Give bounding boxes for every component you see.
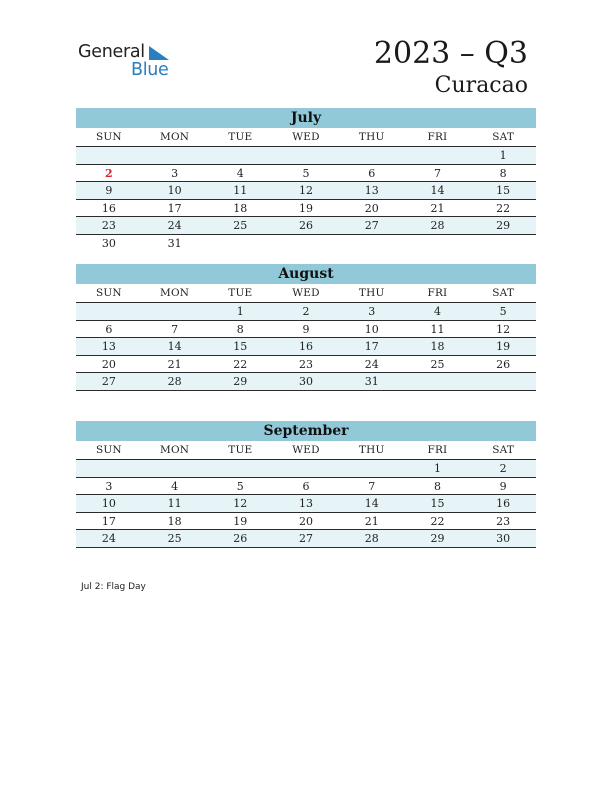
day-cell: 21	[364, 514, 379, 528]
day-cell: 26	[233, 532, 248, 545]
day-cell: 29	[430, 532, 445, 545]
day-cell: 26	[496, 357, 511, 371]
day-cell: 15	[430, 497, 445, 510]
day-cell: 11	[167, 497, 182, 510]
week-row	[76, 147, 536, 165]
day-cell: 20	[364, 201, 379, 215]
day-cell: 8	[499, 166, 507, 180]
weekday-header	[76, 284, 536, 303]
day-cell: 16	[299, 340, 314, 353]
week-row	[76, 338, 536, 356]
month-title: August	[76, 264, 536, 284]
day-cell: 15	[496, 184, 511, 197]
weekday-label: SUN	[95, 444, 122, 456]
day-cell	[339, 460, 405, 477]
day-cell: 28	[430, 219, 445, 232]
day-cell: 18	[233, 201, 248, 215]
day-cell: 12	[233, 497, 248, 510]
day-cell	[405, 147, 471, 164]
weekday-label: WED	[292, 444, 320, 456]
day-cell: 7	[433, 166, 441, 180]
day-cell: 31	[364, 375, 379, 388]
day-cell: 11	[430, 322, 445, 336]
week-row	[76, 235, 536, 252]
day-cell: 23	[496, 514, 511, 528]
day-cell: 3	[105, 479, 113, 493]
weekday-label: WED	[292, 131, 320, 143]
day-cell: 10	[364, 322, 379, 336]
day-cell	[142, 303, 208, 320]
day-cell: 3	[368, 305, 376, 318]
weekday-label: MON	[160, 131, 190, 143]
day-cell: 8	[236, 322, 244, 336]
page-title: 2023 – Q3	[373, 36, 528, 71]
day-cell: 9	[499, 479, 507, 493]
weekday-label: TUE	[228, 131, 253, 143]
day-cell: 29	[496, 219, 511, 232]
day-cell: 5	[236, 479, 244, 493]
month-september	[76, 421, 536, 548]
week-row	[76, 182, 536, 200]
day-cell: 10	[101, 497, 116, 510]
holiday-note: Jul 2: Flag Day	[81, 582, 146, 592]
day-cell: 1	[433, 462, 441, 475]
day-cell: 3	[171, 166, 179, 180]
logo-general-text: General	[78, 42, 145, 62]
day-cell: 7	[368, 479, 376, 493]
day-cell	[207, 460, 273, 477]
day-cell: 22	[430, 514, 445, 528]
day-cell: 27	[101, 375, 116, 388]
day-cell: 11	[233, 184, 248, 197]
day-cell: 4	[433, 305, 441, 318]
day-cell	[339, 147, 405, 164]
day-cell: 15	[233, 340, 248, 353]
weekday-label: TUE	[228, 287, 253, 299]
day-cell: 29	[233, 375, 248, 388]
weekday-label: THU	[358, 287, 385, 299]
week-row	[76, 303, 536, 321]
day-cell	[142, 460, 208, 477]
day-cell: 17	[101, 514, 116, 528]
day-cell: 28	[167, 375, 182, 388]
day-cell: 22	[496, 201, 511, 215]
week-row	[76, 478, 536, 496]
week-row	[76, 200, 536, 218]
month-july	[76, 108, 536, 251]
week-row	[76, 530, 536, 548]
day-cell: 14	[430, 184, 445, 197]
day-cell: 7	[171, 322, 179, 336]
day-cell	[273, 235, 339, 252]
week-row	[76, 321, 536, 339]
day-cell: 2	[499, 462, 507, 475]
weekday-label: WED	[292, 287, 320, 299]
weekday-label: SAT	[492, 287, 515, 299]
day-cell	[76, 460, 142, 477]
day-cell: 27	[299, 532, 314, 545]
month-august	[76, 264, 536, 391]
day-cell	[405, 373, 471, 390]
day-cell: 9	[105, 184, 113, 197]
weekday-label: TUE	[228, 444, 253, 456]
week-row	[76, 165, 536, 183]
month-title: July	[76, 108, 536, 128]
week-row	[76, 460, 536, 478]
day-cell	[273, 460, 339, 477]
weekday-label: SUN	[95, 287, 122, 299]
day-cell: 25	[167, 532, 182, 545]
day-cell: 14	[364, 497, 379, 510]
day-cell	[470, 373, 536, 390]
day-cell: 26	[299, 219, 314, 232]
country-name: Curacao	[434, 73, 528, 98]
week-row	[76, 373, 536, 391]
day-cell: 13	[101, 340, 116, 353]
day-cell: 19	[233, 514, 248, 528]
day-cell: 27	[364, 219, 379, 232]
day-cell: 19	[299, 201, 314, 215]
day-cell: 19	[496, 340, 511, 353]
week-row	[76, 513, 536, 531]
day-cell: 16	[496, 497, 511, 510]
day-cell: 20	[299, 514, 314, 528]
weekday-label: THU	[358, 131, 385, 143]
day-cell	[405, 235, 471, 252]
weekday-header	[76, 441, 536, 460]
day-cell: 16	[101, 201, 116, 215]
day-cell	[273, 147, 339, 164]
weekday-label: FRI	[427, 444, 448, 456]
holiday-notes	[81, 582, 146, 592]
day-cell: 23	[101, 219, 116, 232]
day-cell	[207, 235, 273, 252]
day-cell: 30	[299, 375, 314, 388]
day-cell: 6	[302, 479, 310, 493]
day-cell: 6	[368, 166, 376, 180]
weekday-label: MON	[160, 287, 190, 299]
day-cell: 13	[299, 497, 314, 510]
day-cell: 21	[167, 357, 182, 371]
day-cell	[142, 147, 208, 164]
weekday-label: SUN	[95, 131, 122, 143]
day-cell: 5	[499, 305, 507, 318]
day-cell	[470, 235, 536, 252]
day-cell: 24	[101, 532, 116, 545]
day-cell: 4	[236, 166, 244, 180]
day-cell: 9	[302, 322, 310, 336]
day-cell: 12	[299, 184, 314, 197]
day-cell: 24	[167, 219, 182, 232]
day-cell: 8	[433, 479, 441, 493]
day-cell: 24	[364, 357, 379, 371]
day-cell: 30	[496, 532, 511, 545]
day-cell: 13	[364, 184, 379, 197]
day-cell: 31	[167, 236, 182, 250]
day-cell: 4	[171, 479, 179, 493]
day-cell	[339, 235, 405, 252]
month-title: September	[76, 421, 536, 441]
day-cell: 1	[236, 305, 244, 318]
week-row	[76, 356, 536, 374]
day-cell: 22	[233, 357, 248, 371]
weekday-label: FRI	[427, 131, 448, 143]
day-cell: 2	[302, 305, 310, 318]
weekday-label: SAT	[492, 131, 515, 143]
weekday-label: MON	[160, 444, 190, 456]
day-cell: 18	[430, 340, 445, 353]
day-cell: 12	[496, 322, 511, 336]
day-cell: 25	[430, 357, 445, 371]
day-cell	[76, 147, 142, 164]
week-row	[76, 495, 536, 513]
weekday-label: THU	[358, 444, 385, 456]
day-cell: 10	[167, 184, 182, 197]
logo-triangle-icon	[149, 46, 169, 60]
day-cell	[207, 147, 273, 164]
day-cell: 25	[233, 219, 248, 232]
day-cell	[76, 303, 142, 320]
day-cell: 17	[364, 340, 379, 353]
logo-blue-text: Blue	[131, 60, 169, 80]
day-cell: 14	[167, 340, 182, 353]
day-cell: 23	[299, 357, 314, 371]
day-cell: 5	[302, 166, 310, 180]
day-cell: 6	[105, 322, 113, 336]
weekday-label: FRI	[427, 287, 448, 299]
week-row	[76, 217, 536, 235]
day-cell: 18	[167, 514, 182, 528]
holiday-day-cell: 2	[105, 166, 113, 180]
day-cell: 17	[167, 201, 182, 215]
day-cell: 30	[101, 236, 116, 250]
day-cell: 20	[101, 357, 116, 371]
day-cell: 28	[364, 532, 379, 545]
logo	[78, 41, 178, 81]
day-cell: 1	[499, 149, 507, 162]
day-cell: 21	[430, 201, 445, 215]
weekday-header	[76, 128, 536, 147]
weekday-label: SAT	[492, 444, 515, 456]
